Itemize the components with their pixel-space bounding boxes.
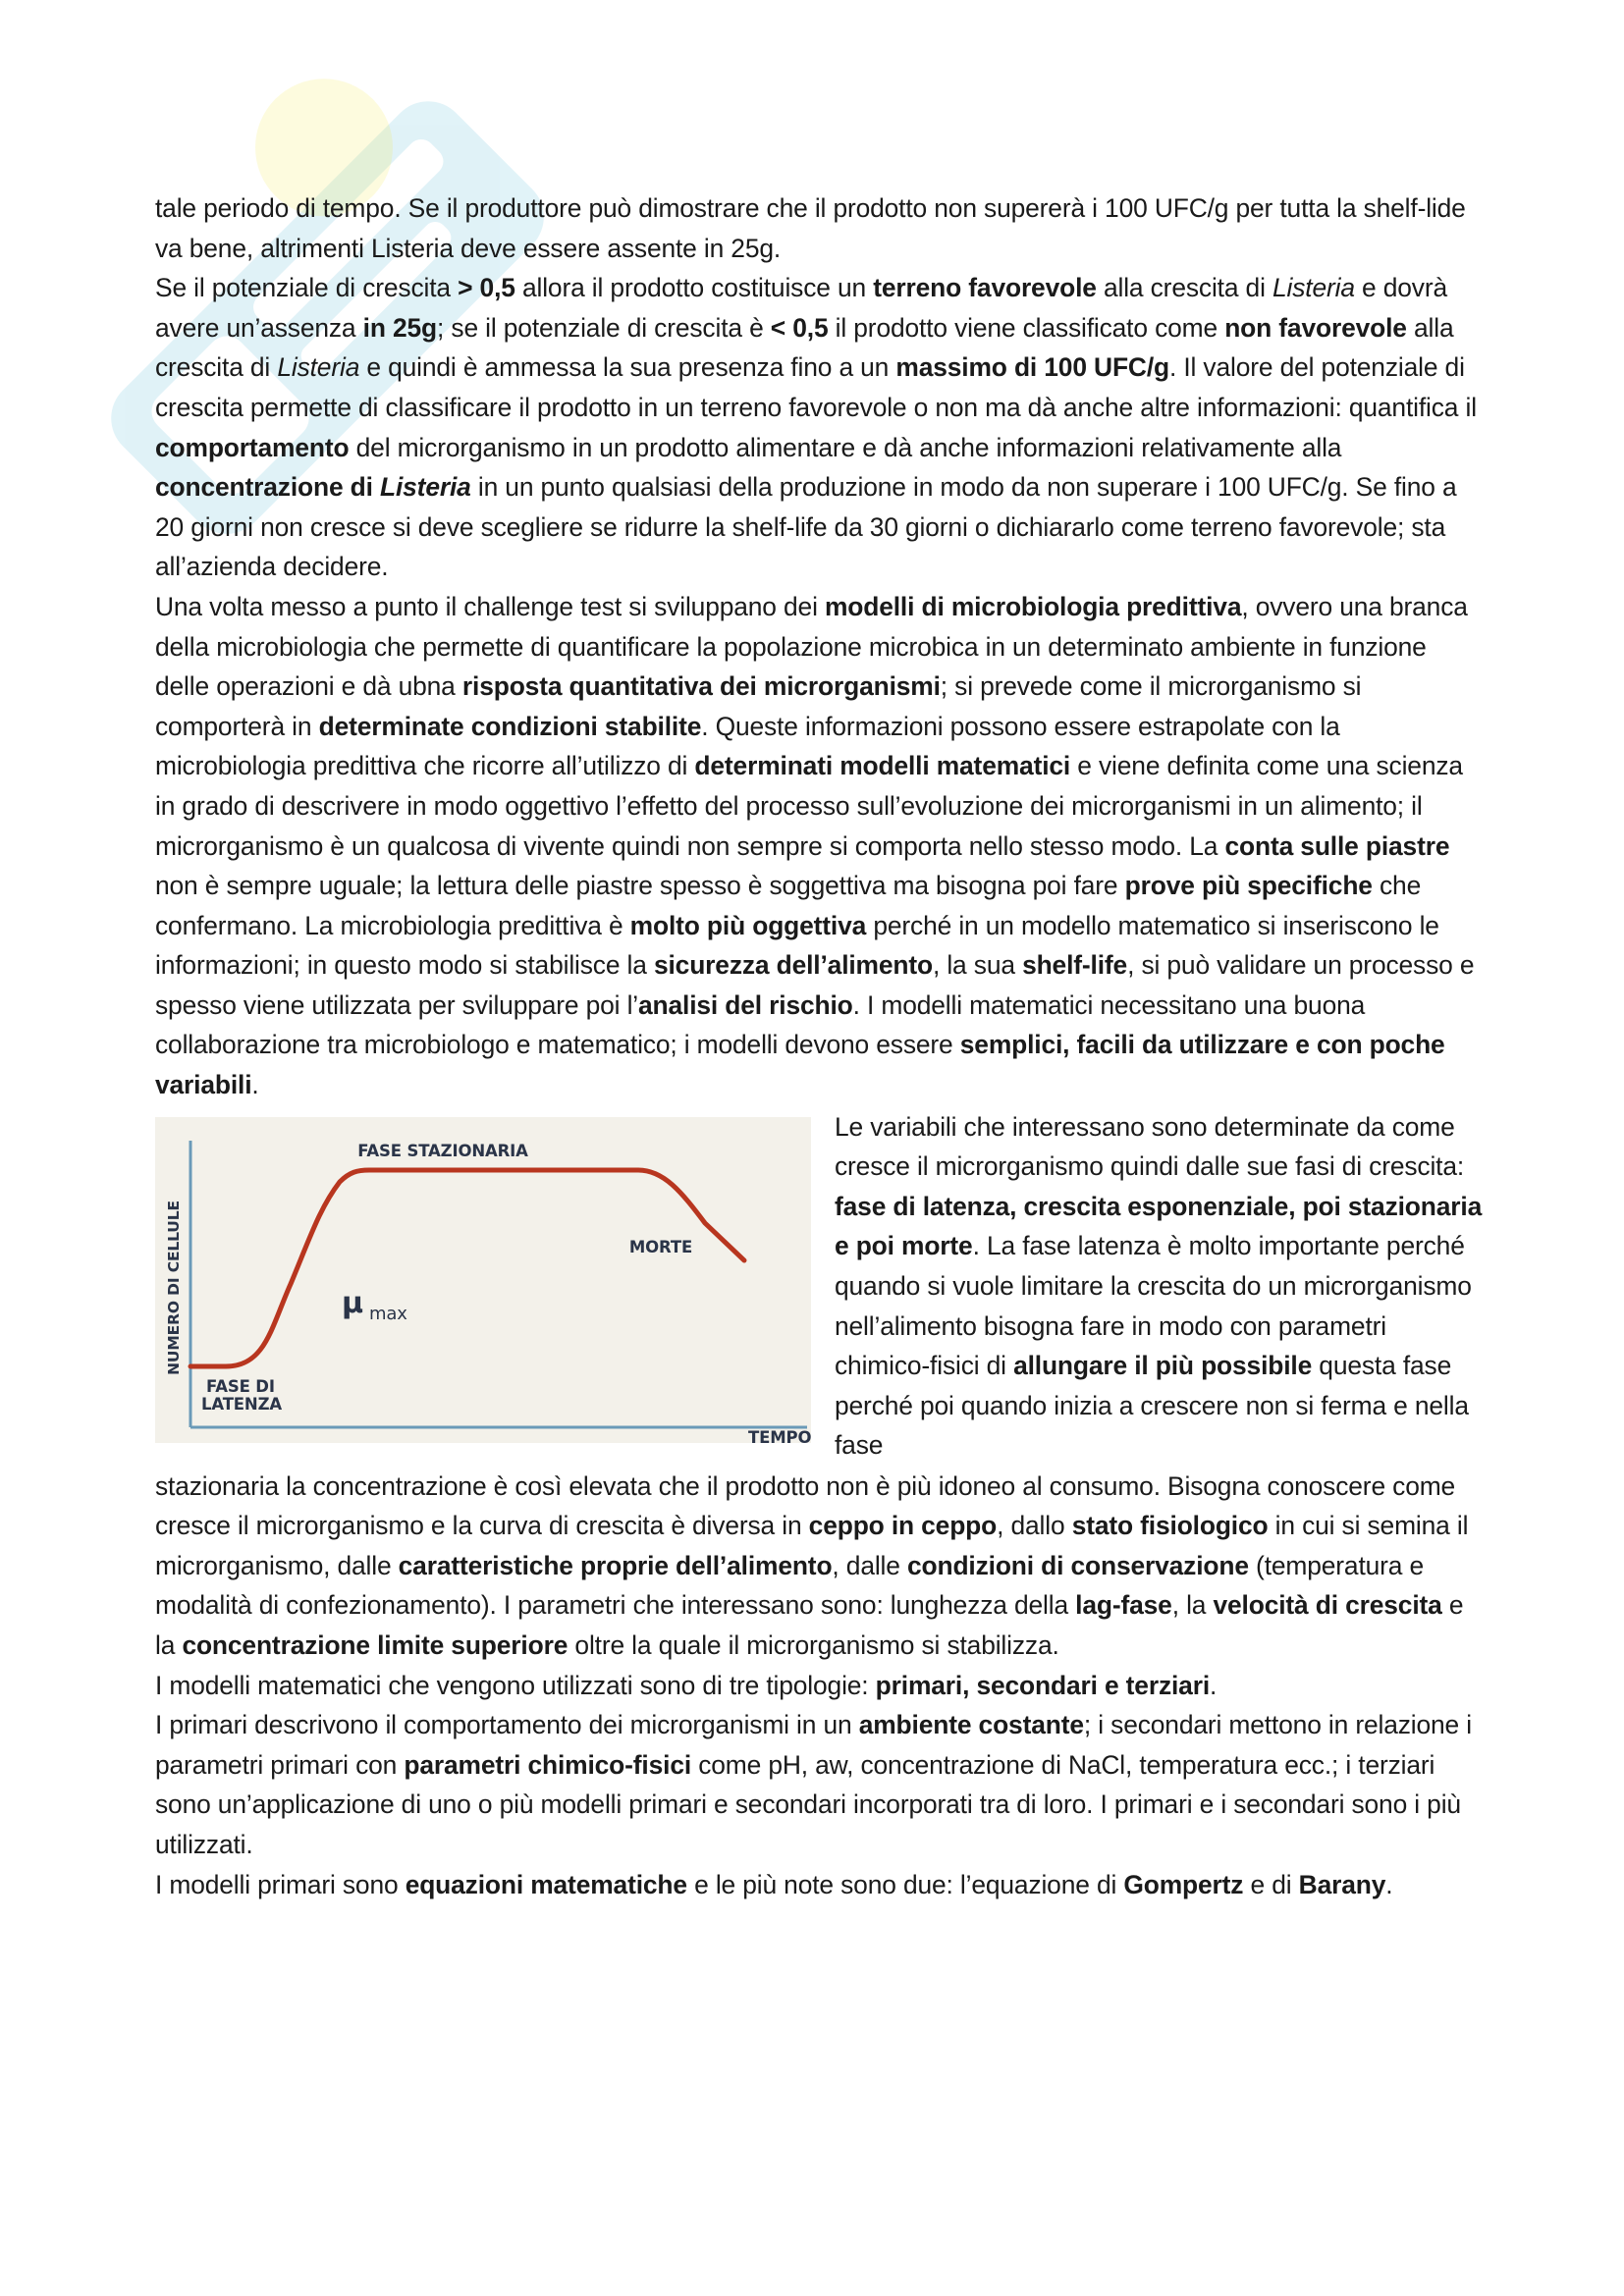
figure-row: [155, 1107, 1486, 1467]
figure-side-text: [835, 1107, 1486, 1466]
x-axis-label-svg: [744, 1421, 833, 1451]
mu-symbol: μ: [342, 1285, 363, 1320]
y-axis-label: NUMERO DI CELLULE: [165, 1200, 183, 1375]
lag-phase-label-line2: LATENZA: [201, 1394, 283, 1414]
growth-curve-svg: [155, 1117, 811, 1443]
paragraph-4: Le variabili che interessano sono determinate da come cresce il microrganismo quindi dalle sue fasi di crescita: fase di latenza, crescita esponenziale, poi stazionaria e poi morte. La fase latenza è molto importante perché quando si vuole limitare la crescita do un microrganismo nell’alimento bisogna fare in modo con parametri chimico-fisici di allungare il più possibile questa fase perché poi quando inizia a crescere non si ferma e nella fase: [835, 1111, 1483, 1461]
paragraph-3: Una volta messo a punto il challenge test si sviluppano dei modelli di microbiologia predittiva, ovvero una branca della microbiologia che permette di quantificare la popolazione microbica in un determinato ambiente in funzione delle operazioni e dà ubna risposta quantitativa dei microrganismi; si prevede come il microrganismo si comporterà in determinate condizioni stabilite. Queste informazioni possono essere estrapolate con la microbiologia predittiva che ricorre all’utilizzo di determinati modelli matematici e viene definita come una scienza in grado di descrivere in modo oggettivo l’effetto del processo sull’evoluzione dei microrganismi in un alimento; il microrganismo è un qualcosa di vivente quindi non sempre si comporta nello stesso modo. La conta sulle piastre non è sempre uguale; la lettura delle piastre spesso è soggettiva ma bisogna poi fare prove più specifiche che confermano. La microbiologia predittiva è molto più oggettiva perché in un modello matematico si inseriscono le informazioni; in questo modo si stabilisce la sicurezza dell’alimento, la sua shelf-life, si può validare un processo e spesso viene utilizzata per sviluppare poi l’analisi del rischio. I modelli matematici necessitano una buona collaborazione tra microbiologo e matematico; i modelli devono essere semplici, facili da utilizzare e con poche variabili.: [155, 591, 1475, 1100]
paragraph-2: Se il potenziale di crescita > 0,5 allora il prodotto costituisce un terreno favorevole alla crescita di Listeria e dovrà avere un’assenza in 25g; se il potenziale di crescita è < 0,5 il prodotto viene classificato come non favorevole alla crescita di Listeria e quindi è ammessa la sua presenza fino a un massimo di 100 UFC/g. Il valore del potenziale di crescita permette di classificare il prodotto in un terreno favorevole o non ma dà anche altre informazioni: quantifica il comportamento del microrganismo in un prodotto alimentare e dà anche informazioni relativamente alla concentrazione di Listeria in un punto qualsiasi della produzione in modo da non superare i 100 UFC/g. Se fino a 20 giorni non cresce si deve scegliere se ridurre la shelf-life da 30 giorni o dichiararlo come terreno favorevole; sta all’azienda decidere.: [155, 273, 1477, 582]
paragraph-7: I primari descrivono il comportamento dei microrganismi in un ambiente costante; i secondari mettono in relazione i parametri primari con parametri chimico-fisici come pH, aw, concentrazione di NaCl, temperatura ecc.; i terziari sono un’applicazione di uno o più modelli primari e secondari incorporati tra di loro. I primari e i secondari sono i più utilizzati.: [155, 1710, 1472, 1859]
x-axis-label: TEMPO: [748, 1427, 812, 1447]
paragraph-8: I modelli primari sono equazioni matematiche e le più note sono due: l’equazione di Gompertz e di Barany.: [155, 1869, 1393, 1899]
lag-phase-label-line1: FASE DI: [206, 1376, 275, 1396]
document-page: [155, 188, 1486, 1904]
paragraph-1: tale periodo di tempo. Se il produttore può dimostrare che il prodotto non supererà i 100 UFC/g per tutta la shelf-lide va bene, altrimenti Listeria deve essere assente in 25g.: [155, 193, 1466, 263]
stationary-phase-label: FASE STAZIONARIA: [357, 1141, 528, 1160]
paragraph-5: stazionaria la concentrazione è così elevata che il prodotto non è più idoneo al consumo. Bisogna conoscere come cresce il microrganismo e la curva di crescita è diversa in ceppo in ceppo, dallo stato fisiologico in cui si semina il microrganismo, dalle caratteristiche proprie dell’alimento, dalle condizioni di conservazione (temperatura e modalità di confezionamento). I parametri che interessano sono: lunghezza della lag-fase, la velocità di crescita e la concentrazione limite superiore oltre la quale il microrganismo si stabilizza.: [155, 1470, 1469, 1661]
death-phase-label: MORTE: [628, 1237, 693, 1256]
paragraph-6: I modelli matematici che vengono utilizzati sono di tre tipologie: primari, secondari e terziari.: [155, 1670, 1218, 1700]
mu-subscript: max: [369, 1303, 407, 1324]
growth-curve-figure: [155, 1117, 811, 1443]
